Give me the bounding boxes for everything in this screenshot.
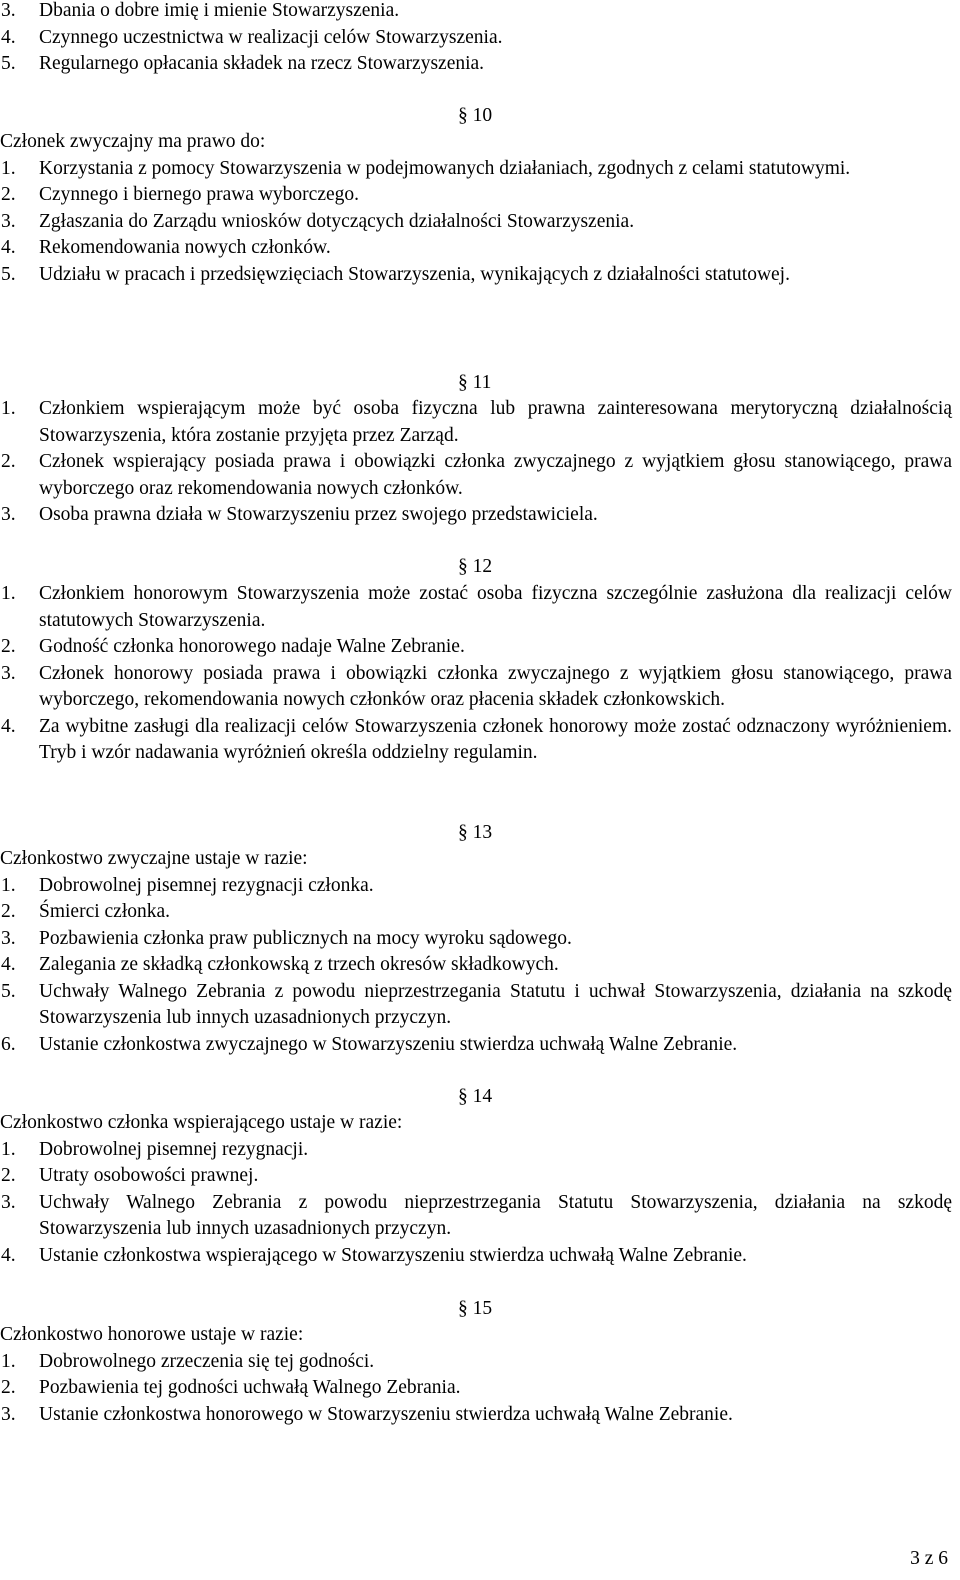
section-number: 11 [472,372,492,393]
section-heading-13 [458,820,492,847]
item-number: 3. [1,210,16,232]
list-s12 [0,581,952,767]
item-text: Dbania o dobre imię i mienie Stowarzyszenia. [39,0,400,21]
item-number: 4. [1,715,16,737]
list-item [0,899,952,926]
list-item [0,396,952,449]
section-13-body [0,846,952,1058]
item-text: Uchwały Walnego Zebrania z powodu nieprzestrzegania Statutu i uchwał Stowarzyszenia, działania na szkodę Stowarzyszenia lub innych uzasadnionych przyczyn. [39,980,952,1028]
list-item [0,1137,952,1164]
list-s13 [0,873,952,1059]
section-mark: § [458,105,468,126]
list-item [0,262,952,289]
list-item [0,25,952,52]
list-item [0,661,952,714]
list-item [0,156,952,183]
section-14-body [0,1110,952,1269]
item-number: 3. [1,0,16,21]
item-text: Pozbawienia członka praw publicznych na mocy wyroku sądowego. [39,927,572,949]
item-text: Za wybitne zasługi dla realizacji celów Stowarzyszenia członek honorowy może zostać odznaczony wyróżnieniem. Tryb i wzór nadawania wyróżnień określa oddzielny regulamin. [39,715,952,763]
item-number: 3. [1,1403,16,1425]
section-mark: § [458,372,468,393]
item-text: Korzystania z pomocy Stowarzyszenia w podejmowanych działaniach, zgodnych z celami statutowymi. [39,157,851,179]
item-number: 1. [1,398,16,419]
item-text: Utraty osobowości prawnej. [39,1165,259,1186]
section-number: 15 [472,1298,493,1319]
list-item [0,873,952,900]
item-text: Czynnego uczestnictwa w realizacji celów Stowarzyszenia. [39,26,503,48]
section-mark: § [458,1086,468,1107]
item-number: 3. [1,504,16,525]
item-text: Pozbawienia tej godności uchwałą Walnego Zebrania. [39,1377,461,1398]
list-item [0,1349,952,1376]
item-text: Zgłaszania do Zarządu wniosków dotyczących działalności Stowarzyszenia. [39,210,635,232]
section-heading-10 [458,103,492,130]
item-number: 2. [1,1377,16,1398]
item-text: Regularnego opłacania składek na rzecz Stowarzyszenia. [39,53,485,74]
list-item [0,634,952,661]
item-text: Godność członka honorowego nadaje Walne Zebranie. [39,636,465,657]
list-item [0,1243,952,1270]
item-text: Udziału w pracach i przedsięwzięciach Stowarzyszenia, wynikających z działalności statutowej. [39,263,790,285]
list-item [0,235,952,262]
list-item [0,502,952,529]
section-number: 13 [472,822,493,843]
list-item [0,1375,952,1402]
item-number: 3. [1,662,16,684]
item-number: 3. [1,927,16,949]
section-heading-15 [458,1296,492,1323]
list-continuation [0,0,952,78]
list-s10 [0,156,952,289]
item-number: 2. [1,901,16,922]
list-s14 [0,1137,952,1270]
item-number: 1. [1,1138,16,1160]
section-number: 12 [472,556,493,577]
item-text: Ustanie członkostwa wspierającego w Stowarzyszeniu stwierdza uchwałą Walne Zebranie. [39,1244,747,1266]
section-10-body [0,129,952,288]
list-item [0,182,952,209]
section-intro: Członkostwo członka wspierającego ustaje w razie: [0,1112,403,1133]
item-number: 3. [1,1191,16,1213]
item-text: Ustanie członkostwa honorowego w Stowarzyszeniu stwierdza uchwałą Walne Zebranie. [39,1403,733,1425]
item-text: Rekomendowania nowych członków. [39,237,331,258]
list-item [0,926,952,953]
section-number: 14 [472,1086,493,1107]
item-number: 4. [1,26,16,48]
section-heading-14 [458,1084,492,1111]
list-item [0,952,952,979]
section-heading-12 [458,554,492,581]
item-text: Zalegania ze składką członkowską z trzech okresów składkowych. [39,954,559,975]
item-number: 4. [1,1244,16,1266]
item-number: 5. [1,53,16,74]
item-text: Śmierci członka. [39,901,171,922]
list-item [0,1190,952,1243]
list-item [0,714,952,767]
list-item [0,0,952,25]
section-mark: § [458,1298,468,1319]
section-intro: Członkostwo zwyczajne ustaje w razie: [0,848,308,869]
list-item [0,51,952,78]
item-number: 1. [1,583,16,604]
section-mark: § [458,822,468,843]
item-number: 2. [1,451,16,472]
item-number: 4. [1,237,16,258]
item-text: Ustanie członkostwa zwyczajnego w Stowarzyszeniu stwierdza uchwałą Walne Zebranie. [39,1033,738,1055]
item-number: 6. [1,1033,16,1055]
item-number: 5. [1,263,16,285]
list-item [0,581,952,634]
section-intro: Członek zwyczajny ma prawo do: [0,131,266,152]
list-item [0,1032,952,1059]
item-text: Członek honorowy posiada prawa i obowiązki członka zwyczajnego z wyjątkiem głosu stanowiącego, prawa wyborczego, rekomendowania nowych członków oraz płacenia składek członkowskich. [39,662,952,710]
item-text: Osoba prawna działa w Stowarzyszeniu przez swojego przedstawiciela. [39,504,598,525]
item-number: 2. [1,1165,16,1186]
list-item [0,209,952,236]
item-text: Uchwały Walnego Zebrania z powodu nieprzestrzegania Statutu Stowarzyszenia, działania na szkodę Stowarzyszenia lub innych uzasadnionych przyczyn. [39,1191,952,1239]
section-12-body [0,581,952,767]
list-s11 [0,396,952,529]
item-text: Dobrowolnej pisemnej rezygnacji członka. [39,874,374,896]
item-text: Członkiem wspierającym może być osoba fizyczna lub prawna zainteresowana merytoryczną działalnością Stowarzyszenia, która zostanie przyjęta przez Zarząd. [39,398,952,446]
item-text: Dobrowolnej pisemnej rezygnacji. [39,1138,309,1160]
item-text: Czynnego i biernego prawa wyborczego. [39,184,360,205]
item-number: 4. [1,954,16,975]
section-heading-11 [458,370,491,397]
item-number: 5. [1,980,16,1002]
list-item [0,1402,952,1429]
section-mark: § [458,556,468,577]
page-number: 3 z 6 [910,1548,948,1569]
item-text: Członek wspierający posiada prawa i obowiązki członka zwyczajnego z wyjątkiem głosu stanowiącego, prawa wyborczego oraz rekomendowania nowych członków. [39,451,952,499]
section-11-body [0,396,952,529]
item-text: Członkiem honorowym Stowarzyszenia może zostać osoba fizyczna szczególnie zasłużona dla realizacji celów statutowych Stowarzyszenia. [39,583,952,631]
item-number: 1. [1,1350,16,1372]
list-s15 [0,1349,952,1429]
list-item [0,449,952,502]
list-item [0,1163,952,1190]
list-item [0,979,952,1032]
item-number: 1. [1,874,16,896]
item-number: 1. [1,157,16,179]
section-15-body [0,1322,952,1428]
section-number: 10 [472,105,493,126]
item-number: 2. [1,636,16,657]
item-text: Dobrowolnego zrzeczenia się tej godności. [39,1350,375,1372]
section-intro: Członkostwo honorowe ustaje w razie: [0,1324,304,1345]
item-number: 2. [1,184,16,205]
